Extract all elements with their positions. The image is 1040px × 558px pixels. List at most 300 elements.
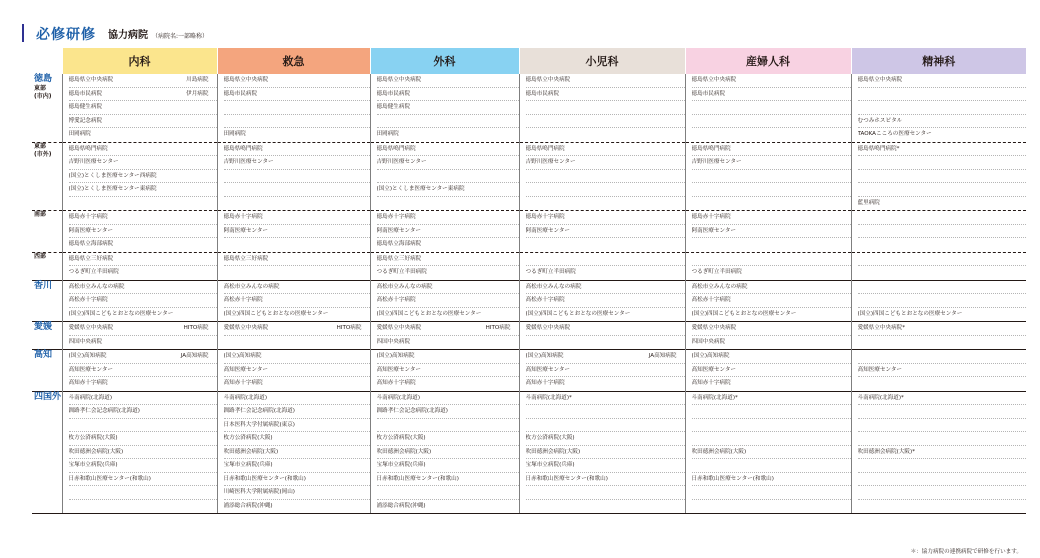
hospital-line [224, 197, 370, 211]
region-label [32, 74, 62, 142]
hospital-cell [217, 252, 370, 280]
hospital-name: 徳島赤十字病院 [691, 214, 731, 220]
region-block [32, 142, 1026, 211]
hospital-line [858, 128, 1027, 142]
subregion-label: 西部 [34, 252, 47, 260]
hospital-line [692, 392, 851, 406]
hospital-name: 斗南病院(北海道) [223, 394, 268, 401]
hospital-name: JA高知病院 [180, 353, 209, 359]
hospital-line [377, 74, 519, 88]
hospital-cell [62, 280, 217, 322]
header-accent-bar [22, 24, 24, 42]
header-corner [32, 48, 62, 74]
hospital-cell [62, 252, 217, 280]
column-header: 内科 [62, 48, 217, 74]
hospital-line [69, 281, 217, 295]
hospital-name: 徳島県立中央病院 [376, 77, 422, 83]
hospital-cell [851, 142, 1026, 211]
hospital-name: 徳島県立三好病院 [68, 255, 114, 262]
hospital-line [377, 128, 519, 142]
hospital-cell [217, 211, 370, 253]
hospital-line [692, 419, 851, 433]
hospital-line [858, 322, 1027, 336]
hospital-line [692, 183, 851, 197]
hospital-line [692, 336, 851, 350]
hospital-line [224, 500, 370, 514]
hospital-cell [519, 280, 685, 322]
hospital-line [692, 308, 851, 322]
hospital-line [224, 253, 370, 267]
hospital-name: 徳島市民病院 [691, 90, 726, 97]
hospital-line [858, 253, 1027, 267]
hospital-name: (国立)四国こどもとおとなの医療センター [691, 310, 797, 317]
hospital-line [858, 183, 1027, 197]
table-header-row [32, 48, 1026, 74]
hospital-cell [685, 252, 851, 280]
hospital-name: 徳島県立三好病院 [223, 255, 269, 262]
hospital-line [69, 392, 217, 406]
hospital-cell [519, 211, 685, 253]
hospital-line [377, 238, 519, 252]
hospital-line [377, 156, 519, 170]
hospital-line [858, 74, 1027, 88]
hospital-line [69, 143, 217, 157]
page-subtitle: 協力病院 [108, 30, 148, 41]
region-block [32, 350, 1026, 392]
hospital-cell [851, 211, 1026, 253]
hospital-line [377, 211, 519, 225]
hospital-name: 釧路孝仁会記念病院(北海道) [376, 408, 448, 414]
hospital-name: 川崎医科大学附属病院(岡山) [223, 489, 295, 495]
hospital-name: 日赤和歌山医療センター(和歌山) [525, 475, 608, 482]
hospital-line [224, 143, 370, 157]
hospital-line [526, 405, 685, 419]
hospital-name: 日赤和歌山医療センター(和歌山) [691, 475, 774, 482]
hospital-line [692, 322, 851, 336]
hospital-line [692, 170, 851, 184]
hospital-line [692, 281, 851, 295]
hospital-line [858, 364, 1027, 378]
hospital-line [69, 170, 217, 184]
hospital-line [858, 88, 1027, 102]
hospital-line [377, 253, 519, 267]
hospital-line [224, 225, 370, 239]
hospital-cell [370, 391, 519, 514]
page-subtitle-note: （病院名:一部略称） [152, 33, 209, 40]
hospital-name: 吹田徳洲会病院(大阪) [525, 448, 581, 455]
hospital-name: 博愛記念病院 [68, 117, 103, 124]
hospital-line [224, 101, 370, 115]
hospital-line [377, 459, 519, 473]
hospital-line [224, 211, 370, 225]
hospital-name: 四国中央病院 [376, 338, 411, 345]
region-label [32, 350, 62, 392]
hospital-name: 徳島健生病院 [376, 104, 411, 110]
hospital-line [224, 364, 370, 378]
subregion-label: (市外) [34, 150, 52, 158]
region-block [32, 252, 1026, 280]
hospital-name: 高知医療センター [376, 366, 422, 373]
hospital-line [377, 266, 519, 280]
hospital-line [224, 392, 370, 406]
hospital-cell [370, 350, 519, 392]
hospital-line [224, 486, 370, 500]
hospital-name: (国立)四国こどもとおとなの医療センター [376, 310, 482, 317]
hospital-name: 高松赤十字病院 [525, 297, 565, 303]
hospital-name: 徳島健生病院 [68, 104, 103, 110]
hospital-name: 枚方公済病院(大阪) [223, 435, 273, 441]
subregion-label: 東部 [34, 142, 47, 150]
region-label [32, 322, 62, 350]
hospital-name: 高松赤十字病院 [68, 297, 108, 303]
hospital-line [69, 308, 217, 322]
hospital-name: 愛媛県立中央病院* [857, 325, 906, 331]
hospital-name: 四国中央病院 [691, 338, 726, 345]
hospital-name: (国立)高知病院 [223, 353, 262, 359]
hospital-name: 吹田徳洲会病院(大阪) [691, 448, 747, 455]
hospital-line [692, 405, 851, 419]
hospital-name: 吹田徳洲会病院(大阪) [376, 448, 432, 455]
hospital-line [692, 364, 851, 378]
hospital-line [224, 115, 370, 129]
hospital-line [377, 197, 519, 211]
hospital-line [224, 459, 370, 473]
hospital-line [69, 364, 217, 378]
hospital-line [526, 74, 685, 88]
hospital-line [377, 486, 519, 500]
hospital-line [377, 446, 519, 460]
hospital-line [526, 156, 685, 170]
hospital-line [69, 211, 217, 225]
hospital-name: 高知医療センター [857, 366, 903, 373]
hospital-line [858, 432, 1027, 446]
subregion-label: 東部 [34, 85, 47, 92]
hospital-name: 徳島市民病院 [223, 90, 258, 97]
hospital-line [858, 392, 1027, 406]
region-label [32, 280, 62, 322]
hospital-line [526, 377, 685, 391]
hospital-line [692, 459, 851, 473]
hospital-line [858, 266, 1027, 280]
hospital-name: 高知赤十字病院 [525, 380, 565, 386]
hospital-name: 徳島県立海部病院 [376, 241, 422, 247]
hospital-name: 徳島県鳴門病院 [68, 145, 108, 152]
hospital-cell [519, 350, 685, 392]
hospital-name: 吹田徳洲会病院(大阪) [68, 448, 124, 455]
hospital-cell [370, 252, 519, 280]
hospital-line [526, 419, 685, 433]
hospital-name: HITO病院 [183, 325, 209, 331]
hospital-line [692, 211, 851, 225]
hospital-name: 徳島県立中央病院 [525, 77, 571, 83]
hospital-name: 釧路孝仁会記念病院(北海道) [68, 408, 140, 414]
hospital-line [224, 446, 370, 460]
hospital-line [692, 473, 851, 487]
hospital-line [377, 88, 519, 102]
hospital-cell [370, 211, 519, 253]
hospital-line [377, 336, 519, 350]
hospital-line [69, 266, 217, 280]
hospital-name: JA高知病院 [648, 353, 677, 359]
hospital-line [69, 486, 217, 500]
hospital-name: 徳島県立中央病院 [857, 77, 903, 83]
hospital-line [69, 156, 217, 170]
hospital-line [224, 294, 370, 308]
hospital-line [858, 473, 1027, 487]
hospital-name: つるぎ町立半田病院 [376, 269, 427, 275]
hospital-line [858, 486, 1027, 500]
hospital-line [692, 115, 851, 129]
hospital-line [526, 143, 685, 157]
hospital-name: 斗南病院(北海道) [68, 394, 113, 401]
hospital-name: 徳島県鳴門病院 [525, 145, 565, 152]
hospital-name: 日赤和歌山医療センター(和歌山) [223, 475, 306, 482]
hospital-name: 宝塚市立病院(兵庫) [525, 462, 575, 468]
hospital-name: 徳島赤十字病院 [525, 214, 565, 220]
hospital-name: 徳島赤十字病院 [223, 214, 263, 220]
hospital-line [858, 405, 1027, 419]
hospital-cell [685, 350, 851, 392]
hospital-line [224, 128, 370, 142]
hospital-line [858, 238, 1027, 252]
hospital-line [377, 405, 519, 419]
hospital-cell [62, 322, 217, 350]
hospital-table [32, 48, 1026, 514]
hospital-name: 田岡病院 [223, 131, 246, 137]
hospital-line [858, 225, 1027, 239]
hospital-line [526, 364, 685, 378]
hospital-name: つるぎ町立半田病院 [68, 269, 119, 275]
hospital-cell [851, 280, 1026, 322]
hospital-line [69, 294, 217, 308]
region-label [32, 391, 62, 514]
hospital-name: (国立)とくしま医療センター西病院 [68, 172, 157, 179]
hospital-name: 宝塚市立病院(兵庫) [68, 462, 118, 468]
hospital-line [69, 500, 217, 514]
hospital-line [69, 197, 217, 211]
hospital-line [377, 322, 519, 336]
hospital-line [692, 88, 851, 102]
hospital-name: 日本医科大学付属病院(東京) [223, 421, 295, 428]
hospital-cell [851, 252, 1026, 280]
region-label [32, 142, 62, 211]
hospital-cell [519, 391, 685, 514]
hospital-line [69, 405, 217, 419]
hospital-line [69, 432, 217, 446]
hospital-name: 高知赤十字病院 [68, 380, 108, 386]
hospital-line [526, 308, 685, 322]
hospital-line [692, 486, 851, 500]
hospital-cell [519, 322, 685, 350]
hospital-line [526, 432, 685, 446]
hospital-cell [519, 252, 685, 280]
hospital-line [858, 211, 1027, 225]
hospital-name: (国立)とくしま医療センター東病院 [376, 186, 465, 192]
hospital-line [69, 459, 217, 473]
region-label [32, 211, 62, 253]
hospital-name: 宝塚市立病院(兵庫) [223, 462, 273, 468]
hospital-name: 高知赤十字病院 [691, 380, 731, 386]
hospital-name: 田岡病院 [68, 131, 91, 137]
hospital-name: 高松赤十字病院 [223, 297, 263, 303]
hospital-name: 高知医療センター [223, 366, 269, 373]
hospital-line [377, 419, 519, 433]
hospital-cell [685, 322, 851, 350]
hospital-name: 高松赤十字病院 [691, 297, 731, 303]
hospital-line [858, 308, 1027, 322]
hospital-line [69, 253, 217, 267]
hospital-line [692, 432, 851, 446]
hospital-name: 枚方公済病院(大阪) [68, 435, 118, 441]
hospital-name: 徳島県立中央病院 [68, 77, 114, 83]
region-block [32, 211, 1026, 253]
hospital-name: 阿南医療センター [68, 227, 114, 234]
hospital-name: 阿南医療センター [525, 227, 571, 234]
hospital-line [526, 170, 685, 184]
hospital-cell [370, 322, 519, 350]
hospital-name: 斗南病院(北海道) [376, 394, 421, 401]
hospital-name: 伊月病院 [186, 90, 209, 97]
hospital-cell [519, 74, 685, 142]
hospital-line [692, 377, 851, 391]
hospital-cell [370, 280, 519, 322]
hospital-name: 愛媛県立中央病院 [525, 325, 571, 331]
region-name: 徳島 [34, 74, 53, 84]
hospital-name: 愛媛県立中央病院 [68, 325, 114, 331]
hospital-line [858, 170, 1027, 184]
hospital-line [526, 392, 685, 406]
hospital-name: 愛媛県立中央病院 [376, 325, 422, 331]
hospital-line [858, 446, 1027, 460]
hospital-name: HITO病院 [336, 325, 362, 331]
hospital-cell [62, 350, 217, 392]
hospital-cell [217, 322, 370, 350]
hospital-name: 高知医療センター [68, 366, 114, 373]
hospital-line [858, 143, 1027, 157]
hospital-name: 吉野川医療センター [691, 159, 742, 165]
page-title: 必修研修 [36, 27, 96, 43]
hospital-line [526, 88, 685, 102]
hospital-line [377, 225, 519, 239]
hospital-line [224, 281, 370, 295]
hospital-name: 高知赤十字病院 [223, 380, 263, 386]
region-name: 高知 [34, 350, 53, 360]
hospital-line [224, 308, 370, 322]
column-header: 救急 [217, 48, 370, 74]
hospital-line [858, 115, 1027, 129]
hospital-line [692, 225, 851, 239]
hospital-name: 徳島市民病院 [376, 90, 411, 97]
hospital-line [858, 101, 1027, 115]
hospital-name: (国立)高知病院 [525, 353, 564, 359]
hospital-cell [685, 211, 851, 253]
hospital-cell [217, 391, 370, 514]
column-header: 精神科 [851, 48, 1026, 74]
hospital-line [377, 281, 519, 295]
hospital-line [224, 405, 370, 419]
hospital-line [69, 225, 217, 239]
hospital-name: 徳島県立三好病院 [376, 255, 422, 262]
hospital-name: 斗南病院(北海道)* [857, 394, 904, 401]
hospital-line [526, 459, 685, 473]
hospital-name: 吹田徳洲会病院(大阪)* [857, 448, 916, 455]
hospital-line [69, 238, 217, 252]
hospital-name: 阿南医療センター [223, 227, 269, 234]
hospital-name: 高松市立みんなの病院 [68, 283, 125, 290]
hospital-cell [62, 142, 217, 211]
hospital-name: 高松市立みんなの病院 [525, 283, 582, 290]
hospital-name: 斗南病院(北海道)* [525, 394, 572, 401]
hospital-name: 田岡病院 [376, 131, 399, 137]
hospital-line [692, 446, 851, 460]
hospital-line [69, 115, 217, 129]
hospital-name: 浦添総合病院(沖縄) [223, 502, 273, 509]
hospital-line [526, 350, 685, 364]
hospital-cell [217, 350, 370, 392]
region-label [32, 252, 62, 280]
subregion-label: (市内) [34, 93, 52, 100]
hospital-name: 徳島赤十字病院 [68, 214, 108, 220]
hospital-line [858, 156, 1027, 170]
hospital-name: 徳島市民病院 [525, 90, 560, 97]
hospital-cell [370, 142, 519, 211]
hospital-name: TAOKAこころの医療センター [857, 131, 932, 137]
column-header: 小児科 [519, 48, 685, 74]
region-block [32, 391, 1026, 514]
hospital-line [692, 266, 851, 280]
footnote: ＊：協力病院の連携病院で研修を行います。 [910, 549, 1022, 555]
hospital-line [858, 459, 1027, 473]
hospital-line [692, 197, 851, 211]
hospital-cell [851, 322, 1026, 350]
region-name: 愛媛 [34, 322, 53, 332]
hospital-cell [685, 391, 851, 514]
hospital-name: 吉野川医療センター [376, 159, 427, 165]
hospital-line [377, 392, 519, 406]
hospital-name: (国立)四国こどもとおとなの医療センター [68, 310, 174, 317]
region-name: 香川 [34, 280, 53, 291]
hospital-cell [62, 391, 217, 514]
hospital-line [377, 473, 519, 487]
hospital-cell [217, 280, 370, 322]
hospital-name: 高知医療センター [691, 366, 737, 373]
subregion-label: 南部 [34, 211, 47, 218]
hospital-name: 高松市立みんなの病院 [223, 283, 280, 290]
hospital-line [69, 88, 217, 102]
hospital-line [377, 170, 519, 184]
hospital-cell [685, 280, 851, 322]
hospital-line [69, 446, 217, 460]
hospital-line [526, 238, 685, 252]
hospital-line [692, 156, 851, 170]
hospital-line [692, 143, 851, 157]
hospital-line [526, 266, 685, 280]
hospital-line [377, 115, 519, 129]
hospital-name: HITO病院 [485, 325, 511, 331]
hospital-line [69, 128, 217, 142]
hospital-name: 高松市立みんなの病院 [691, 283, 748, 290]
hospital-line [526, 253, 685, 267]
table-body [32, 74, 1026, 514]
hospital-name: つるぎ町立半田病院 [525, 269, 576, 275]
hospital-line [377, 364, 519, 378]
hospital-line [377, 308, 519, 322]
hospital-line [692, 253, 851, 267]
hospital-name: 枚方公済病院(大阪) [376, 435, 426, 441]
hospital-name: 高松赤十字病院 [376, 297, 416, 303]
hospital-line [224, 238, 370, 252]
hospital-name: (国立)とくしま医療センター東病院 [68, 186, 157, 192]
